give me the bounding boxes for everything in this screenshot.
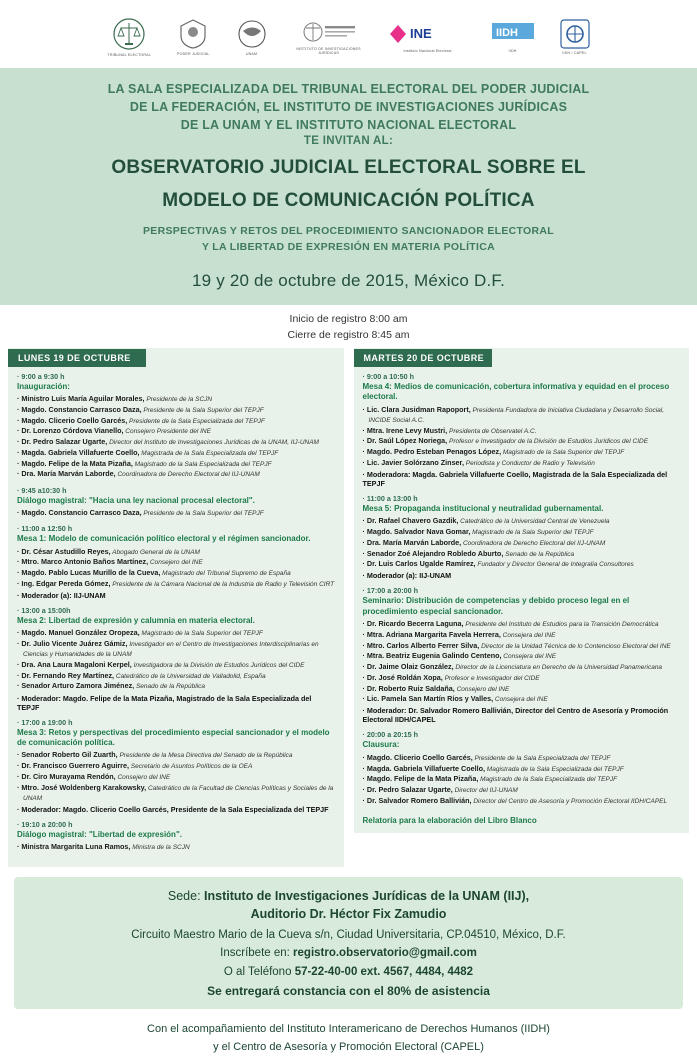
logo-caption: Instituto Nacional Electoral (403, 48, 452, 53)
speaker-role: Presidente del Instituto de Estudios para la Transición Democrática (463, 621, 659, 629)
speaker-item (363, 694, 681, 704)
program-block (363, 730, 681, 805)
speaker-name: · Lic. Clara Jusidman Rapoport, (362, 404, 471, 414)
speaker-item (17, 448, 335, 458)
footer-line-1: Con el acompañamiento del Instituto Interamericano de Derechos Humanos (IIDH) (147, 1023, 550, 1036)
speaker-item (363, 764, 681, 774)
speaker-item (363, 447, 681, 457)
registration-email-line (26, 944, 671, 962)
speaker-item (363, 774, 681, 784)
speaker-item (363, 785, 681, 795)
speaker-name: · Mtro. Marco Antonio Baños Martínez, (17, 557, 149, 567)
speaker-item (363, 673, 681, 683)
speaker-name: · Mtro. José Woldenberg Karakowsky, (17, 782, 147, 792)
speaker-name: · Magdo. Salvador Nava Gomar, (362, 527, 471, 537)
logo-caption: UNAM (245, 51, 258, 56)
speaker-name: · Dr. Roberto Ruiz Saldaña, (362, 683, 455, 693)
speaker-name: · Dr. Salvador Romero Ballivián, (362, 795, 472, 805)
speaker-role: Consejera del INE (500, 631, 556, 639)
speaker-list (363, 753, 681, 806)
speaker-item (17, 772, 335, 782)
speaker-role: Magistrado del Tribunal Supremo de España (160, 569, 291, 577)
speaker-item (17, 426, 335, 436)
registration-email-label: Inscríbete en: (220, 947, 294, 960)
speaker-list (363, 516, 681, 569)
speaker-name: · Magdo. Pedro Esteban Penagos López, (362, 447, 502, 457)
program-block-time: · 17:00 a 19:00 h (17, 717, 73, 727)
program-block (17, 718, 335, 814)
logo-tepjf-sala (107, 17, 151, 57)
hero-subtitle-1: PERSPECTIVAS Y RETOS DEL PROCEDIMIENTO SANCIONADOR ELECTORAL (142, 224, 555, 237)
speaker-name: · Dr. Luis Carlos Ugalde Ramírez, (362, 559, 476, 569)
speaker-name: · Dr. Pedro Salazar Ugarte, (362, 785, 453, 795)
speaker-item (363, 651, 681, 661)
program-block-title: Seminario: Distribución de competencias y debido proceso legal en el procedimiento especial sancionador. (362, 596, 630, 616)
speaker-role: Presidenta Fundadora de Iniciativa Ciudadana y Desarrollo Social, INCIDE Social A.C. (368, 406, 665, 424)
speaker-name: · Magdo. Constancio Carrasco Daza, (17, 404, 142, 414)
speaker-role: Magistrada de la Sala Especializada del TEPJF (485, 765, 624, 773)
speaker-role: Profesor e Investigador del CIDE (442, 674, 540, 682)
speaker-role: Consejero del INE (454, 685, 510, 693)
speaker-list (17, 628, 335, 691)
program-block (17, 820, 335, 853)
logo-caption: IIDH (508, 48, 517, 53)
relatoria-note: Relatoría para la elaboración del Libro Blanco (362, 815, 537, 825)
day1-body (8, 367, 344, 853)
speaker-item (363, 630, 681, 640)
speaker-name: · Dr. José Roldán Xopa, (362, 672, 443, 682)
speaker-item (17, 761, 335, 771)
speaker-role: Consejera del INE (493, 696, 548, 704)
speaker-name: · Magdo. Felipe de la Mata Pizaña, (362, 774, 479, 784)
logo-caption: PODER JUDICIAL (176, 51, 210, 56)
speaker-role: Presidente de la Sala Especializada del TEPJF (472, 754, 611, 762)
hero-line-3: DE LA UNAM Y EL INSTITUTO NACIONAL ELECTORAL (180, 118, 517, 133)
speaker-role: Magistrado de la Sala Especializada del TEPJF (132, 460, 272, 468)
speaker-name: · Dr. Saúl López Noriega, (362, 436, 448, 446)
speaker-name: · Dr. Rafael Chavero Gazdik, (362, 516, 459, 526)
speaker-item (17, 405, 335, 415)
registration-email[interactable]: registro.observatorio@gmail.com (293, 947, 477, 960)
hero-line-2: DE LA FEDERACIÓN, EL INSTITUTO DE INVESTIGACIONES JURÍDICAS (129, 100, 568, 115)
program-block-title: Mesa 4: Medios de comunicación, cobertura informativa y equidad en el proceso electoral. (362, 381, 670, 402)
page-title-line-2: MODELO DE COMUNICACIÓN POLÍTICA (162, 190, 535, 212)
program-block-title: Inauguración: (17, 381, 70, 391)
speaker-name: · Dr. Julio Vicente Juárez Gámiz, (17, 639, 128, 648)
speaker-role: Presidenta de Observatel A.C. (447, 427, 537, 435)
venue-box (14, 877, 683, 1010)
svg-text:IIDH: IIDH (495, 26, 518, 39)
speaker-list (17, 547, 335, 589)
speaker-item (17, 842, 335, 852)
speaker-name: · Magda. Gabriela Villafuerte Coello, (17, 447, 140, 457)
moderator: · Moderador (a): IIJ-UNAM (17, 590, 106, 600)
program-block-time: · 9:45 a10:30 h (17, 485, 67, 495)
speaker-name: · Mtra. Irene Levy Mustri, (362, 425, 448, 435)
speaker-name: · Ing. Edgar Pereda Gómez, (17, 578, 111, 588)
speaker-name: · Ministra Margarita Luna Ramos, (17, 842, 131, 852)
program-column-day1 (8, 348, 344, 867)
speaker-role: Coordinadora de Derecho Electoral del IIJ-UNAM (115, 471, 260, 479)
hero-subtitle-2: Y LA LIBERTAD DE EXPRESIÓN EN MATERIA POLÍTICA (201, 240, 496, 253)
hero-line-4: TE INVITAN AL: (303, 135, 394, 148)
day2-header: MARTES 20 DE OCTUBRE (354, 349, 493, 367)
moderator: · Moderador: Dr. Salvador Romero Ballivián, Director del Centro de Asesoría y Promoción Electoral IIDH/CAPEL (362, 706, 669, 725)
logo-strip (0, 0, 697, 68)
svg-text:INE: INE (409, 25, 432, 41)
logo-caption: INSTITUTO DE INVESTIGACIONES JURÍDICAS (296, 46, 361, 55)
speaker-role: Investigadora de la División de Estudios Jurídicos del CIDE (131, 661, 305, 669)
venue-institute: Instituto de Investigaciones Jurídicas de la UNAM (IIJ), (204, 888, 530, 903)
speaker-item (17, 628, 335, 638)
speaker-list (17, 842, 335, 852)
speaker-name: · Mtra. Adriana Margarita Favela Herrera, (362, 629, 501, 639)
program-block-title: Diálogo magistral: "Libertad de expresión". (17, 829, 182, 839)
program-columns (0, 348, 697, 867)
speaker-item (363, 436, 681, 446)
speaker-item (363, 684, 681, 694)
speaker-role: Director del IIJ-UNAM (452, 787, 518, 795)
speaker-name: · Senador Zoé Alejandro Robledo Aburto, (362, 548, 504, 558)
speaker-role: Consejero del INE (148, 559, 203, 567)
day1-header: LUNES 19 DE OCTUBRE (8, 349, 146, 367)
event-date: 19 y 20 de octubre de 2015, México D.F. (191, 271, 506, 291)
speaker-role: Periodista y Conductor de Radio y Televisión (463, 459, 595, 467)
moderator: · Moderador (a): IIJ-UNAM (362, 571, 452, 581)
speaker-item (363, 662, 681, 672)
speaker-name: · Lic. Pamela San Martín Ríos y Valles, (362, 694, 494, 704)
speaker-list (363, 619, 681, 704)
speaker-item (17, 681, 335, 691)
page-title-line-1: OBSERVATORIO JUDICIAL ELECTORAL SOBRE EL (111, 157, 586, 179)
speaker-name: · Magda. Gabriela Villafuerte Coello, (362, 763, 485, 773)
moderator: · Moderadora: Magda. Gabriela Villafuerte Coello, Magistrada de la Sala Especializada del TEPJF (362, 469, 668, 488)
speaker-role: Presidente de la Sala Superior del TEPJF (141, 406, 264, 414)
speaker-role: Magistrado de la Sala Superior del TEPJF (501, 449, 625, 457)
speaker-role: Presidente de la Cámara Nacional de la Industria de Radio y Televisión CIRT (110, 580, 335, 588)
speaker-name: · Dr. Jaime Olaiz González, (362, 662, 454, 672)
speaker-name: · Magdo. Pablo Lucas Murillo de la Cueva, (17, 567, 161, 577)
speaker-name: · Magdo. Felipe de la Mata Pizaña, (17, 458, 133, 468)
speaker-role: Senado de la República (503, 550, 575, 558)
speaker-role: Director del Instituto de Investigaciones Jurídicas de la UNAM, IIJ-UNAM (107, 439, 319, 447)
speaker-name: · Dr. César Astudillo Reyes, (17, 546, 111, 556)
speaker-item (17, 547, 335, 557)
speaker-item (17, 579, 335, 589)
speaker-name: · Magdo. Manuel González Oropeza, (17, 628, 140, 638)
program-block-time: · 13:00 a 15:00h (17, 605, 71, 615)
speaker-role: Senado de la República (134, 683, 205, 691)
program-block-title: Mesa 1: Modelo de comunicación político electoral y el régimen sancionador. (17, 534, 311, 544)
program-block (17, 486, 335, 519)
speaker-item (363, 549, 681, 559)
registration-phone: 57-22-40-00 ext. 4567, 4484, 4482 (294, 965, 474, 978)
speaker-item (363, 426, 681, 436)
registration-close: Cierre de registro 8:45 am (287, 329, 410, 342)
speaker-name: · Dr. Ciro Murayama Rendón, (17, 771, 116, 781)
program-block (17, 372, 335, 480)
program-block (363, 372, 681, 488)
program-block-time: · 20:00 a 20:15 h (362, 730, 419, 740)
hero-line-1: LA SALA ESPECIALIZADA DEL TRIBUNAL ELECTORAL DEL PODER JUDICIAL (107, 82, 590, 96)
program-block (363, 494, 681, 580)
speaker-item (363, 641, 681, 651)
speaker-name: · Magdo. Clicerio Coello Garcés, (362, 752, 473, 762)
speaker-role: Catedrático de la Universidad de Valladolid, España (114, 672, 266, 680)
speaker-role: Magistrado de la Sala Superior del TEPJF (470, 529, 594, 537)
venue-address: Circuito Maestro Mario de la Cueva s/n, Ciudad Universitaria, CP.04510, México, D.F. (131, 929, 566, 942)
speaker-role: Investigador en el Centro de Investigaciones Interdisciplinarias en Ciencias y Humanidades de la UNAM (23, 641, 319, 659)
program-block-title: Mesa 3: Retos y perspectivas del procedimiento especial sancionador y el modelo de comunicación política. (17, 727, 330, 747)
logo-unam (236, 18, 268, 56)
speaker-role: Ministra de la SCJN (130, 844, 190, 852)
speaker-list (363, 405, 681, 468)
speaker-role: Presidente de la Sala Superior del TEPJF (141, 509, 264, 517)
speaker-role: Consejero Presidente del INE (123, 428, 211, 436)
speaker-role: Profesor e Investigador de la División de Estudios Jurídicos del CIDE (447, 438, 649, 446)
speaker-item (17, 568, 335, 578)
program-block-title: Mesa 5: Propaganda institucional y neutralidad gubernamental. (362, 503, 604, 513)
footer-note (0, 1009, 697, 1056)
speaker-item (363, 538, 681, 548)
program-block-time: · 19:10 a 20:00 h (17, 819, 73, 829)
moderator: · Moderador: Magdo. Clicerio Coello Garcés, Presidente de la Sala Especializada del TEPJF (17, 804, 329, 814)
speaker-name: · Dr. Ricardo Becerra Laguna, (362, 619, 464, 629)
registration-phone-label: O al Teléfono (223, 965, 295, 978)
speaker-item (17, 671, 335, 681)
speaker-name: · Dra. María Marván Laborde, (17, 469, 116, 479)
speaker-item (17, 394, 335, 404)
speaker-item (17, 437, 335, 447)
speaker-name: · Dr. Fernando Rey Martínez, (17, 670, 115, 680)
speaker-item (363, 405, 681, 425)
speaker-role: Director de la Licenciatura en Derecho de la Universidad Panamericana (453, 664, 663, 672)
speaker-name: · Dr. Lorenzo Córdova Vianello, (17, 426, 124, 436)
logo-tribunal-electoral (177, 18, 210, 56)
registration-phone-line (26, 963, 671, 981)
logo-iidh (492, 21, 534, 53)
program-block-title: Mesa 2: Libertad de expresión y calumnia en materia electoral. (17, 615, 255, 625)
registration-start: Inicio de registro 8:00 am (289, 313, 408, 326)
program-block-time: · 11:00 a 12:50 h (17, 524, 73, 534)
speaker-role: Director del Centro de Asesoría y Promoción Electoral IIDH/CAPEL (471, 797, 668, 805)
program-block (17, 524, 335, 600)
speaker-name: · Dra. María Marván Laborde, (362, 537, 462, 547)
logo-caption: TRIBUNAL ELECTORAL (107, 52, 151, 57)
program-block (17, 606, 335, 712)
attendance-certificate-note: Se entregará constancia con el 80% de asistencia (207, 984, 490, 999)
speaker-name: · Dr. Pedro Salazar Ugarte, (17, 437, 108, 447)
speaker-item (17, 660, 335, 670)
logo-ine (390, 21, 466, 53)
speaker-role: Consejera del INE (501, 653, 557, 661)
speaker-role: Fundador y Director General de Integralia Consultores (475, 561, 634, 569)
day2-body (354, 367, 690, 825)
program-block-time: · 9:00 a 9:30 h (17, 371, 65, 381)
speaker-role: Magistrada de la Sala Especializada del TEPJF (139, 449, 279, 457)
speaker-role: Abogado General de la UNAM (110, 548, 200, 556)
speaker-role: Presidente de la SCJN (144, 396, 213, 404)
hero-banner (0, 68, 697, 305)
program-block-time: · 17:00 a 20:00 h (362, 586, 419, 596)
speaker-item (363, 559, 681, 569)
speaker-role: Presidente de la Sala Especializada del TEPJF (127, 417, 265, 425)
speaker-name: · Mtro. Carlos Alberto Ferrer Silva, (362, 640, 480, 650)
speaker-item (17, 459, 335, 469)
program-column-day2 (354, 348, 690, 833)
speaker-item (17, 508, 335, 518)
logo-caption: IIDH / CAPEL (562, 50, 587, 55)
program-block-time: · 9:00 a 10:50 h (362, 371, 415, 381)
program-block-time: · 11:00 a 13:00 h (362, 493, 418, 503)
program-block-title: Diálogo magistral: "Hacia una ley nacional procesal electoral". (17, 495, 255, 505)
speaker-role: Consejero del INE (115, 773, 171, 781)
speaker-item (17, 783, 335, 803)
speaker-item (17, 416, 335, 426)
speaker-item (17, 639, 335, 659)
speaker-list (17, 750, 335, 803)
speaker-role: Presidente de la Mesa Directiva del Senado de la República (117, 752, 293, 760)
speaker-role: Director de la Unidad Técnica de lo Contencioso Electoral del INE (479, 642, 671, 650)
speaker-item (363, 796, 681, 806)
moderator: · Moderador: Magdo. Felipe de la Mata Pizaña, Magistrado de la Sala Especializada del TEPJF (17, 693, 312, 712)
speaker-item (17, 557, 335, 567)
speaker-item (363, 619, 681, 629)
logo-capel (560, 19, 590, 55)
program-block (363, 586, 681, 724)
logo-iij-unam (294, 19, 364, 55)
speaker-name: · Lic. Javier Solórzano Zinser, (362, 457, 464, 467)
venue-auditorium: Auditorio Dr. Héctor Fix Zamudio (250, 907, 447, 922)
speaker-list (17, 508, 335, 518)
speaker-item (363, 527, 681, 537)
speaker-role: Magistrado de la Sala Superior del TEPJF (139, 630, 263, 638)
speaker-role: Magistrado de la Sala Especializada del TEPJF (478, 776, 618, 784)
speaker-name: · Senador Roberto Gil Zuarth, (17, 750, 118, 760)
footer-line-2: y el Centro de Asesoría y Promoción Electoral (CAPEL) (213, 1040, 484, 1053)
venue-label: Sede: (167, 888, 205, 903)
speaker-name: · Magdo. Clicerio Coello Garcés, (17, 415, 128, 425)
speaker-name: · Senador Arturo Zamora Jiménez, (17, 681, 135, 691)
speaker-name: · Dra. Ana Laura Magaloni Kerpel, (17, 659, 132, 669)
speaker-role: Catedrático de la Universidad Central de Venezuela (458, 518, 610, 526)
speaker-name: · Dr. Francisco Guerrero Aguirre, (17, 761, 129, 771)
speaker-list (17, 394, 335, 479)
speaker-role: Catedrático de la Facultad de Ciencias Políticas y Sociales de la UNAM (23, 784, 334, 802)
program-block-title: Clausura: (362, 740, 400, 750)
speaker-role: Secretario de Asuntos Políticos de la OEA (128, 763, 253, 771)
venue-line-1 (26, 887, 671, 906)
registration-times (0, 305, 697, 348)
speaker-role: Coordinadora de Derecho Electoral del IIJ-UNAM (461, 539, 606, 547)
speaker-name: · Magdo. Constancio Carrasco Daza, (17, 507, 142, 517)
speaker-item (363, 753, 681, 763)
speaker-item (363, 458, 681, 468)
speaker-item (363, 516, 681, 526)
speaker-item (17, 750, 335, 760)
speaker-name: · Ministro Luis María Aguilar Morales, (17, 394, 145, 404)
speaker-name: · Mtra. Beatriz Eugenia Galindo Centeno, (362, 651, 502, 661)
speaker-item (17, 469, 335, 479)
